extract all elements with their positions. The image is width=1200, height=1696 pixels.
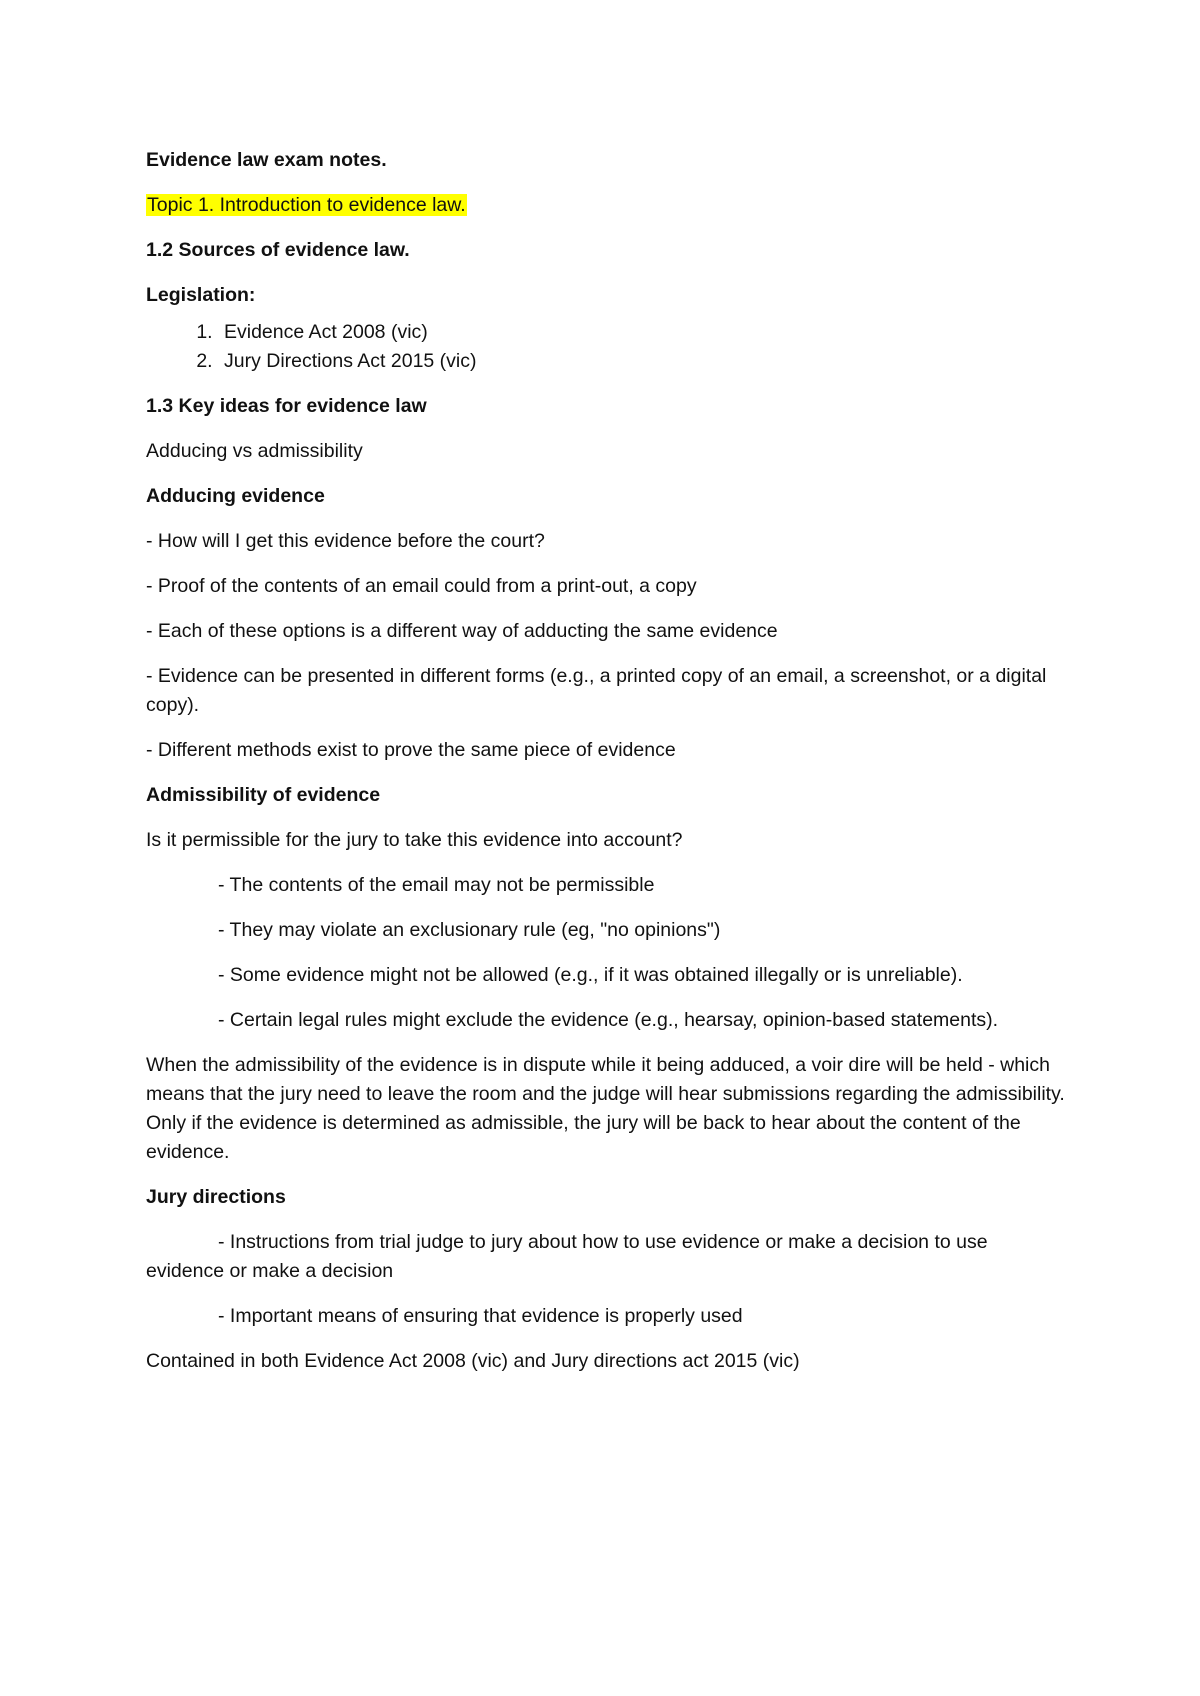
admissibility-point: - The contents of the email may not be permissible: [218, 874, 655, 896]
adducing-heading: Adducing evidence: [146, 485, 325, 507]
adducing-point: - Evidence can be presented in different forms (e.g., a printed copy of an email, a screenshot, or a digital copy).: [146, 665, 1047, 716]
jury-directions-heading: Jury directions: [146, 1186, 286, 1208]
voir-dire-paragraph: When the admissibility of the evidence is in dispute while it being adduced, a voir dire will be held - which means that the jury need to leave the room and the judge will hear submissions regarding the admissibility. Only if the evidence is determined as admissible, the jury will be back to hear about the content of the evidence.: [146, 1054, 1065, 1163]
document-body: [146, 146, 1066, 1392]
adducing-point: - Proof of the contents of an email could from a print-out, a copy: [146, 575, 697, 597]
document-title: Evidence law exam notes.: [146, 149, 387, 171]
adducing-point: - Different methods exist to prove the same piece of evidence: [146, 739, 676, 761]
legislation-list: [146, 318, 1066, 376]
legislation-item: 2. Jury Directions Act 2015 (vic): [218, 347, 1066, 376]
admissibility-heading: Admissibility of evidence: [146, 784, 381, 806]
adducing-point: - How will I get this evidence before the court?: [146, 530, 545, 552]
highlighted-topic: Topic 1. Introduction to evidence law.: [147, 194, 466, 216]
admissibility-point: - They may violate an exclusionary rule (eg, "no opinions"): [218, 919, 721, 941]
contained-in-statement: Contained in both Evidence Act 2008 (vic) and Jury directions act 2015 (vic): [146, 1350, 800, 1372]
jury-point: - Important means of ensuring that evidence is properly used: [218, 1305, 743, 1327]
admissibility-question: Is it permissible for the jury to take this evidence into account?: [146, 829, 683, 851]
admissibility-point: - Some evidence might not be allowed (e.g., if it was obtained illegally or is unreliable).: [218, 964, 963, 986]
adducing-vs-admissibility: Adducing vs admissibility: [146, 440, 363, 462]
key-ideas-heading: 1.3 Key ideas for evidence law: [146, 395, 427, 417]
topic-heading: [146, 191, 1066, 220]
adducing-point: - Each of these options is a different way of adducting the same evidence: [146, 620, 778, 642]
jury-point: - Instructions from trial judge to jury about how to use evidence or make a decision to use evidence or make a decision: [146, 1231, 988, 1282]
sources-heading: 1.2 Sources of evidence law.: [146, 239, 410, 261]
legislation-label: Legislation:: [146, 284, 256, 306]
admissibility-point: - Certain legal rules might exclude the evidence (e.g., hearsay, opinion-based statements).: [218, 1009, 999, 1031]
legislation-item: 1. Evidence Act 2008 (vic): [218, 318, 1066, 347]
